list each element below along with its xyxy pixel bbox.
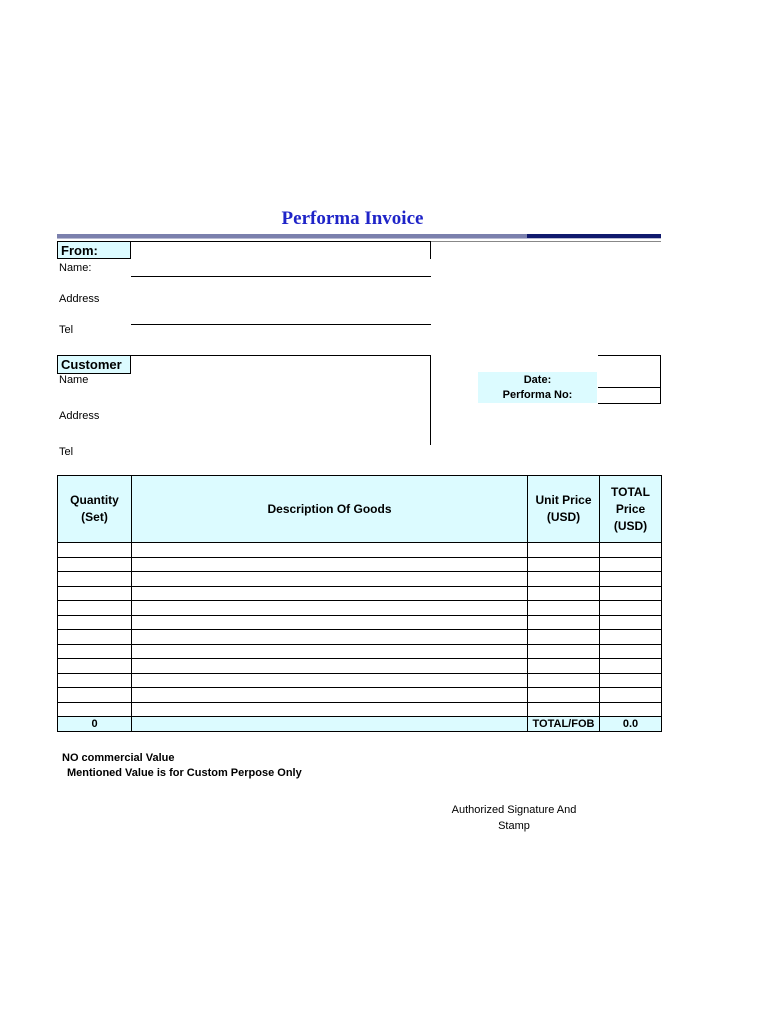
row-description-cell[interactable] bbox=[132, 586, 528, 601]
total-fob-label: TOTAL/FOB bbox=[528, 717, 600, 732]
row-total-price-cell[interactable] bbox=[600, 557, 662, 572]
row-description-cell[interactable] bbox=[132, 601, 528, 616]
table-row bbox=[58, 673, 662, 688]
invoice-title: Performa Invoice bbox=[281, 208, 424, 229]
row-description-cell[interactable] bbox=[132, 630, 528, 645]
total-value: 0.0 bbox=[600, 717, 662, 732]
note-line-2: Mentioned Value is for Custom Perpose Only bbox=[67, 767, 302, 779]
row-total-price-cell[interactable] bbox=[600, 644, 662, 659]
signature-line-1: Authorized Signature And bbox=[451, 804, 577, 816]
row-unit-price-cell[interactable] bbox=[528, 659, 600, 674]
table-row bbox=[58, 630, 662, 645]
row-unit-price-cell[interactable] bbox=[528, 702, 600, 717]
row-description-cell[interactable] bbox=[132, 557, 528, 572]
row-quantity-cell[interactable] bbox=[58, 673, 132, 688]
row-quantity-cell[interactable] bbox=[58, 543, 132, 558]
row-quantity-cell[interactable] bbox=[58, 557, 132, 572]
row-quantity-cell[interactable] bbox=[58, 586, 132, 601]
table-row bbox=[58, 543, 662, 558]
table-row bbox=[58, 572, 662, 587]
from-address-field[interactable] bbox=[131, 324, 431, 325]
row-quantity-cell[interactable] bbox=[58, 601, 132, 616]
date-label: Date: bbox=[478, 372, 597, 388]
performa-no-label: Performa No: bbox=[478, 388, 597, 403]
row-total-price-cell[interactable] bbox=[600, 543, 662, 558]
from-box-right-line bbox=[430, 241, 431, 259]
row-quantity-cell[interactable] bbox=[58, 630, 132, 645]
from-name-label: Name: bbox=[59, 262, 92, 274]
from-tel-label: Tel bbox=[59, 324, 74, 336]
row-unit-price-cell[interactable] bbox=[528, 673, 600, 688]
row-total-price-cell[interactable] bbox=[600, 572, 662, 587]
row-description-cell[interactable] bbox=[132, 543, 528, 558]
column-header-quantity: Quantity (Set) bbox=[58, 476, 132, 543]
table-row bbox=[58, 702, 662, 717]
performa-no-field[interactable] bbox=[598, 387, 661, 404]
row-total-price-cell[interactable] bbox=[600, 659, 662, 674]
row-description-cell[interactable] bbox=[132, 615, 528, 630]
table-row bbox=[58, 615, 662, 630]
table-row bbox=[58, 601, 662, 616]
table-row bbox=[58, 644, 662, 659]
row-unit-price-cell[interactable] bbox=[528, 601, 600, 616]
date-box-top-line bbox=[598, 355, 661, 356]
row-unit-price-cell[interactable] bbox=[528, 615, 600, 630]
row-total-price-cell[interactable] bbox=[600, 601, 662, 616]
table-row bbox=[58, 659, 662, 674]
customer-tel-label: Tel bbox=[59, 446, 74, 458]
row-quantity-cell[interactable] bbox=[58, 572, 132, 587]
column-header-description: Description Of Goods bbox=[132, 476, 528, 543]
table-row bbox=[58, 688, 662, 703]
row-quantity-cell[interactable] bbox=[58, 615, 132, 630]
row-quantity-cell[interactable] bbox=[58, 659, 132, 674]
total-description bbox=[132, 717, 528, 732]
row-total-price-cell[interactable] bbox=[600, 586, 662, 601]
row-total-price-cell[interactable] bbox=[600, 688, 662, 703]
goods-table bbox=[57, 475, 662, 732]
row-description-cell[interactable] bbox=[132, 673, 528, 688]
title-rule-thin bbox=[57, 238, 661, 239]
signature-line-2: Stamp bbox=[498, 820, 530, 832]
column-header-unit-price: Unit Price (USD) bbox=[528, 476, 600, 543]
row-description-cell[interactable] bbox=[132, 572, 528, 587]
row-quantity-cell[interactable] bbox=[58, 702, 132, 717]
row-description-cell[interactable] bbox=[132, 702, 528, 717]
row-quantity-cell[interactable] bbox=[58, 644, 132, 659]
customer-header: Customer bbox=[57, 355, 131, 374]
row-total-price-cell[interactable] bbox=[600, 673, 662, 688]
row-unit-price-cell[interactable] bbox=[528, 586, 600, 601]
from-name-field[interactable] bbox=[131, 276, 431, 277]
from-box-top-line bbox=[131, 241, 431, 242]
total-quantity: 0 bbox=[58, 717, 132, 732]
column-header-total-price: TOTAL Price (USD) bbox=[600, 476, 662, 543]
row-description-cell[interactable] bbox=[132, 644, 528, 659]
customer-box-top-line bbox=[131, 355, 431, 356]
row-total-price-cell[interactable] bbox=[600, 702, 662, 717]
table-row bbox=[58, 586, 662, 601]
row-total-price-cell[interactable] bbox=[600, 615, 662, 630]
customer-name-label: Name bbox=[59, 374, 89, 386]
customer-box-right-line bbox=[430, 355, 431, 445]
date-field[interactable] bbox=[598, 372, 660, 387]
from-right-line bbox=[431, 241, 661, 242]
row-description-cell[interactable] bbox=[132, 659, 528, 674]
row-unit-price-cell[interactable] bbox=[528, 688, 600, 703]
customer-address-label: Address bbox=[59, 410, 100, 422]
total-row bbox=[58, 717, 662, 732]
row-quantity-cell[interactable] bbox=[58, 688, 132, 703]
from-address-label: Address bbox=[59, 293, 100, 305]
date-field-right-line bbox=[660, 355, 661, 387]
row-unit-price-cell[interactable] bbox=[528, 543, 600, 558]
row-unit-price-cell[interactable] bbox=[528, 644, 600, 659]
note-line-1: NO commercial Value bbox=[62, 752, 175, 764]
table-row bbox=[58, 557, 662, 572]
row-unit-price-cell[interactable] bbox=[528, 630, 600, 645]
row-unit-price-cell[interactable] bbox=[528, 557, 600, 572]
row-total-price-cell[interactable] bbox=[600, 630, 662, 645]
row-unit-price-cell[interactable] bbox=[528, 572, 600, 587]
from-header: From: bbox=[57, 241, 131, 259]
row-description-cell[interactable] bbox=[132, 688, 528, 703]
